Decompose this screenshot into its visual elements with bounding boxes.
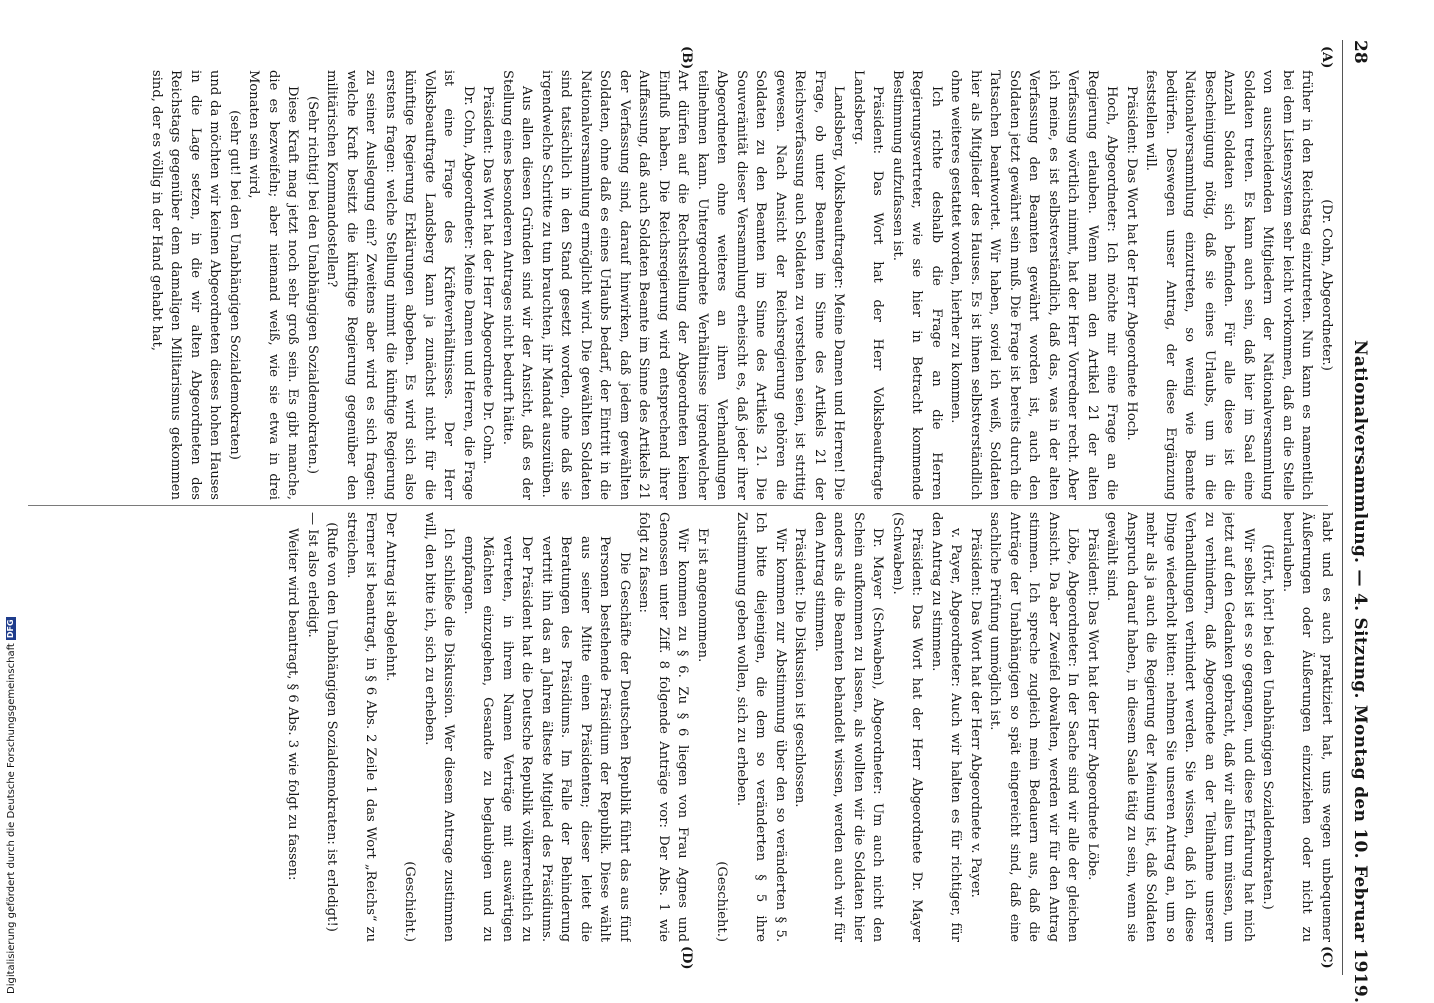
paragraph: — Ist also erledigt. [305, 512, 320, 638]
paragraph: Der Antrag ist abgelehnt. [383, 512, 398, 682]
president-remark: Präsident: Das Wort hat der Herr Abgeordnete Dr. Mayer (Schwaben). [890, 512, 925, 942]
interjection: (Sehr richtig! bei den Unabhängigen Sozialdemokraten.) [305, 95, 320, 475]
left-column [16, 70, 1336, 500]
paragraph: Ich richte deshalb die Frage an die Herren Regierungsvertreter, wie sie hier in Betracht kommende Bestimmung aufzufassen ist. [890, 70, 944, 500]
interjection: (Hört, hört! bei den Unabhängigen Sozialdemokraten.) [1260, 544, 1276, 910]
page-title: Nationalversammlung. — 4. Sitzung. Montag den 10. Februar 1919. [1350, 340, 1370, 1003]
margin-marker-d: (D) [679, 946, 694, 970]
paragraph: Diese Kraft mag jetzt noch sehr groß sein. Es gibt manche, die es bezweifeln; aber niemand weiß, wie sie etwa in drei Monaten sein wird, [246, 70, 301, 500]
page-number: 28 [1350, 40, 1370, 64]
speech-paragraph: Löbe, Abgeordneter: In der Sache sind wir alle der gleichen Ansicht. Da aber Zweifel obwalten, werden wir für den Antrag stimmen. Ich spreche zugleich mein Bedauern aus, daß die Anträge der Unabhängigen so spät eingereicht sind, daß eine sachliche Prüfung unmöglich ist. [987, 512, 1081, 942]
president-remark: Präsident: Die Diskussion ist geschlossen. [792, 528, 808, 808]
paragraph: Wir kommen zur Abstimmung über den so veränderten § 5. Ich bitte diejenigen, die dem so veränderten § 5 ihre Zustimmung geben wollen, sich zu erheben. [734, 512, 788, 942]
header-rule [1342, 40, 1343, 975]
paragraph: habt und es auch praktiziert hat, uns wegen unbequemer Äußerungen oder Äußerungen einzuziehen oder nicht zu beurlauben. [1280, 512, 1334, 942]
interjection: (Geschieht.) [402, 861, 418, 942]
speech-paragraph: Hoch, Abgeordneter: Ich möchte mir eine Frage an die Regierung erlauben. Wenn man den Artikel 21 der alten Verfassung wörtlich nimmt, hat der Herr Vorredner recht. Aber ich meine, es ist selbstverständlich, daß das, was in der alten Verfassung den Beamten gewährt worden ist, auch den Soldaten jetzt gewährt sein muß. Die Frage ist bereits durch die Tatsachen beantwortet. Wir haben, soviel ich weiß, Soldaten hier als Mitglieder des Hauses. Es ist ihnen selbstverständlich ohne weiteres gestattet worden, hierher zu kommen. [948, 70, 1120, 500]
speech-paragraph: v. Payer, Abgeordneter: Auch wir halten es für richtiger, für den Antrag zu stimmen. [929, 512, 964, 942]
speech-paragraph: Dr. Mayer (Schwaben), Abgeordneter: Um auch nicht den Schein aufkommen zu lassen, als wollten wir die Soldaten hier anders als die Beamten behandelt wissen, werden auch wir für den Antrag stimmen. [812, 512, 886, 942]
paragraph: Wir kommen zu § 6. Zu § 6 liegen von Frau Agnes und Genossen unter Ziff. 8 folgende Anträge vor: Der Abs. 1 wie folgt zu fassen: [636, 512, 691, 942]
president-remark: Präsident: Das Wort hat der Herr Abgeordnete Dr. Cohn. [480, 86, 496, 464]
credit-text: Digitalisierung gefördert durch die Deutsche Forschungsgemeinschaft [6, 643, 17, 994]
president-remark: Präsident: Das Wort hat der Herr Abgeordnete Löbe. [1085, 528, 1100, 881]
paragraph: Ferner ist beantragt, in § 6 Abs. 2 Zeile 1 das Wort „Reichs“ zu streichen. [344, 512, 379, 942]
interjection: (sehr gut! bei den Unabhängigen Sozialdemokraten) [227, 110, 242, 460]
speaker-continuation: (Dr. Cohn, Abgeordneter.) [1319, 199, 1334, 371]
paragraph: Wir selbst ist es so gegangen, und diese Erfahrung hat mich jetzt auf den Gedanken gebracht, daß wir alles tun müssen, um zu verhindern, daß Abgeordnete an der Teilnahme unserer Verhandlungen verhindert werden. Sie wissen, daß ich diese Dinge wiederholt bitten: nehmen Sie unseren Antrag an, um so mehr als ja auch die Regierung der Meinung ist, daß Soldaten Anspruch darauf haben, in diesem Saale tätig zu sein, wenn sie gewählt sind. [1104, 512, 1256, 942]
paragraph: Aus allen diesen Gründen sind wir der Ansicht, daß es der Stellung eines besonderen Antrages nicht bedurft hätte. [500, 70, 535, 500]
page-header [1340, 40, 1370, 1003]
president-remark: Präsident: Das Wort hat der Herr Volksbeauftragte Landsberg. [851, 70, 886, 500]
speech-paragraph: Landsberg, Volksbeauftragter: Meine Damen und Herren! Die Frage, ob unter Beamten im Sinne des Artikels 21 der Reichsverfassung auch Soldaten zu verstehen seien, ist strittig gewesen. Nach Ansicht der Reichsregierung gehören die Soldaten zu den Beamten im Sinne des Artikels 21. Die Souveränität dieser Versammlung erheischt es, daß jeder ihrer Abgeordneten ohne weiteres an ihren Verhandlungen teilnehmen kann. Untergeordnete Verhältnisse irgendwelcher Art dürfen auf die Rechtsstellung der Abgeordneten keinen Einfluß haben. Die Reichsregierung wird entsprechend ihrer Auffassung, daß auch Soldaten Beamte im Sinne des Artikels 21 der Verfassung sind, darauf hinwirken, daß jedem gewählten Soldaten, ohne daß es eines Urlaubs bedarf, der Eintritt in die Nationalversammlung ermöglicht wird. Die gewählten Soldaten sind tatsächlich in den Stand gesetzt worden, ohne daß sie irgendwelche Schritte zu tun brauchten, ihr Mandat auszuüben. [539, 70, 847, 500]
paragraph: Ich schließe die Diskussion. Wer diesem Antrage zustimmen will, den bitte ich, sich zu erheben. [422, 512, 457, 942]
right-column [16, 512, 1336, 942]
paragraph: Er ist angenommen. [695, 528, 710, 663]
interjection: (Rufe von den Unabhängigen Sozialdemokraten: ist erledigt!) [324, 522, 340, 932]
margin-marker-b: (B) [679, 46, 694, 70]
dfg-logo: DFG [6, 619, 15, 639]
column-divider [28, 505, 1328, 506]
digitization-credit [4, 574, 20, 994]
speech-paragraph: Dr. Cohn, Abgeordneter: Meine Damen und Herren, die Frage ist eine Frage des Kräfteverhältnisses. Der Herr Volksbeauftragte Landsberg kann ja zunächst nicht für die künftige Regierung Erklärungen abgeben. Es wird sich also erstens fragen: welche Stellung nimmt die künftige Regierung zu seiner Auslegung ein? Zweitens aber wird es sich fragen: welche Kraft besitzt die künftige Regierung gegenüber den militärischen Kommandostellen? [324, 70, 476, 500]
paragraph: Weiter wird beantragt, § 6 Abs. 3 wie folgt zu fassen: [285, 528, 301, 881]
paragraph: früher in den Reichstag einzutreten. Nun kann es namentlich bei dem Listensystem sehr leicht vorkommen, daß an die Stelle von ausscheidenden Mitgliedern der Nationalversammlung Soldaten treten. Es kann auch sein, daß hier im Saal eine Anzahl Soldaten sich befinden. Für alle diese ist die Bescheinigung nötig, daß sie eines Urlaubs, um in die Nationalversammlung einzutreten, so wenig wie Beamte bedürfen. Deswegen unser Antrag, der diese Ergänzung feststellen will. [1143, 70, 1315, 500]
motion-text: Die Geschäfte der Deutschen Republik führt das aus fünf Personen bestehende Präsidium der Republik. Diese wählt aus seiner Mitte einen Präsidenten; dieser leitet die Beratungen des Präsidiums. Im Falle der Behinderung vertritt ihn das an Jahren älteste Mitglied des Präsidiums. Der Präsident hat die Deutsche Republik völkerrechtlich zu vertreten, in ihrem Namen Verträge mit auswärtigen Mächten einzugehen, Gesandte zu beglaubigen und zu empfangen. [461, 536, 632, 942]
margin-marker-c: (C) [1319, 946, 1334, 969]
interjection: (Geschieht.) [714, 861, 730, 942]
president-remark: Präsident: Das Wort hat der Herr Abgeordnete Hoch. [1124, 86, 1139, 441]
margin-marker-a: (A) [1319, 46, 1334, 69]
paragraph: und da möchten wir keinen Abgeordneten dieses hohen Hauses in die Lage setzen, in die wir alten Abgeordneten des Reichstags gegenüber dem damaligen Militarismus gekommen sind, der es völlig in der Hand gehabt hat, [149, 70, 223, 500]
president-remark: Präsident: Das Wort hat der Herr Abgeordnete v. Payer. [968, 528, 983, 898]
